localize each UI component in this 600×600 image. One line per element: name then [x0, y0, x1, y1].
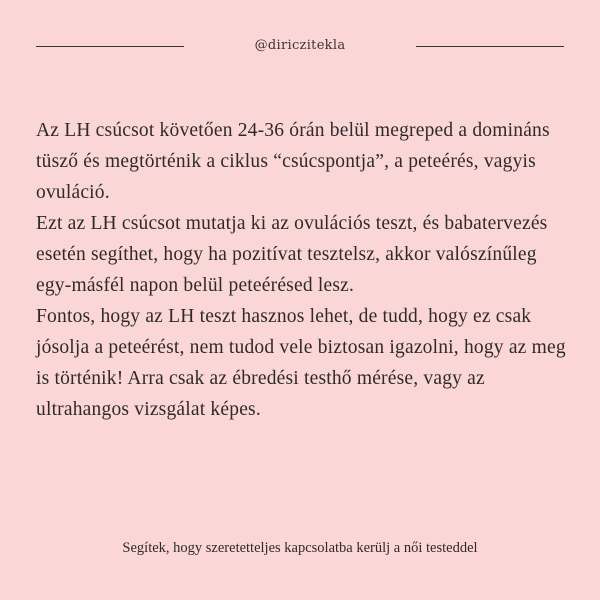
- author-handle: @diriczitekla: [254, 38, 346, 53]
- header: [0, 36, 600, 56]
- paragraph-lh-peak: Az LH csúcsot követően 24-36 órán belül megreped a domináns tüsző és megtörténik a ciklus “csúcspontja”, a peteérés, vagyis ovuláció.: [36, 120, 550, 203]
- main-text: [36, 115, 568, 425]
- header-divider-right: [416, 46, 564, 47]
- paragraph-ovulation-test: Ezt az LH csúcsot mutatja ki az ovulációs teszt, és babatervezés esetén segíthet, hogy ha pozitívat tesztelsz, akkor valószínűleg egy-másfél napon belül peteérésed lesz.: [36, 213, 548, 296]
- footer-tagline: Segítek, hogy szeretetteljes kapcsolatba kerülj a női testeddel: [122, 540, 478, 556]
- paragraph-lh-test-limits: Fontos, hogy az LH teszt hasznos lehet, de tudd, hogy ez csak jósolja a peteérést, nem tudod vele biztosan igazolni, hogy az meg is történik! Arra csak az ébredési testhő mérése, vagy az ultrahangos vizsgálat képes.: [36, 306, 566, 420]
